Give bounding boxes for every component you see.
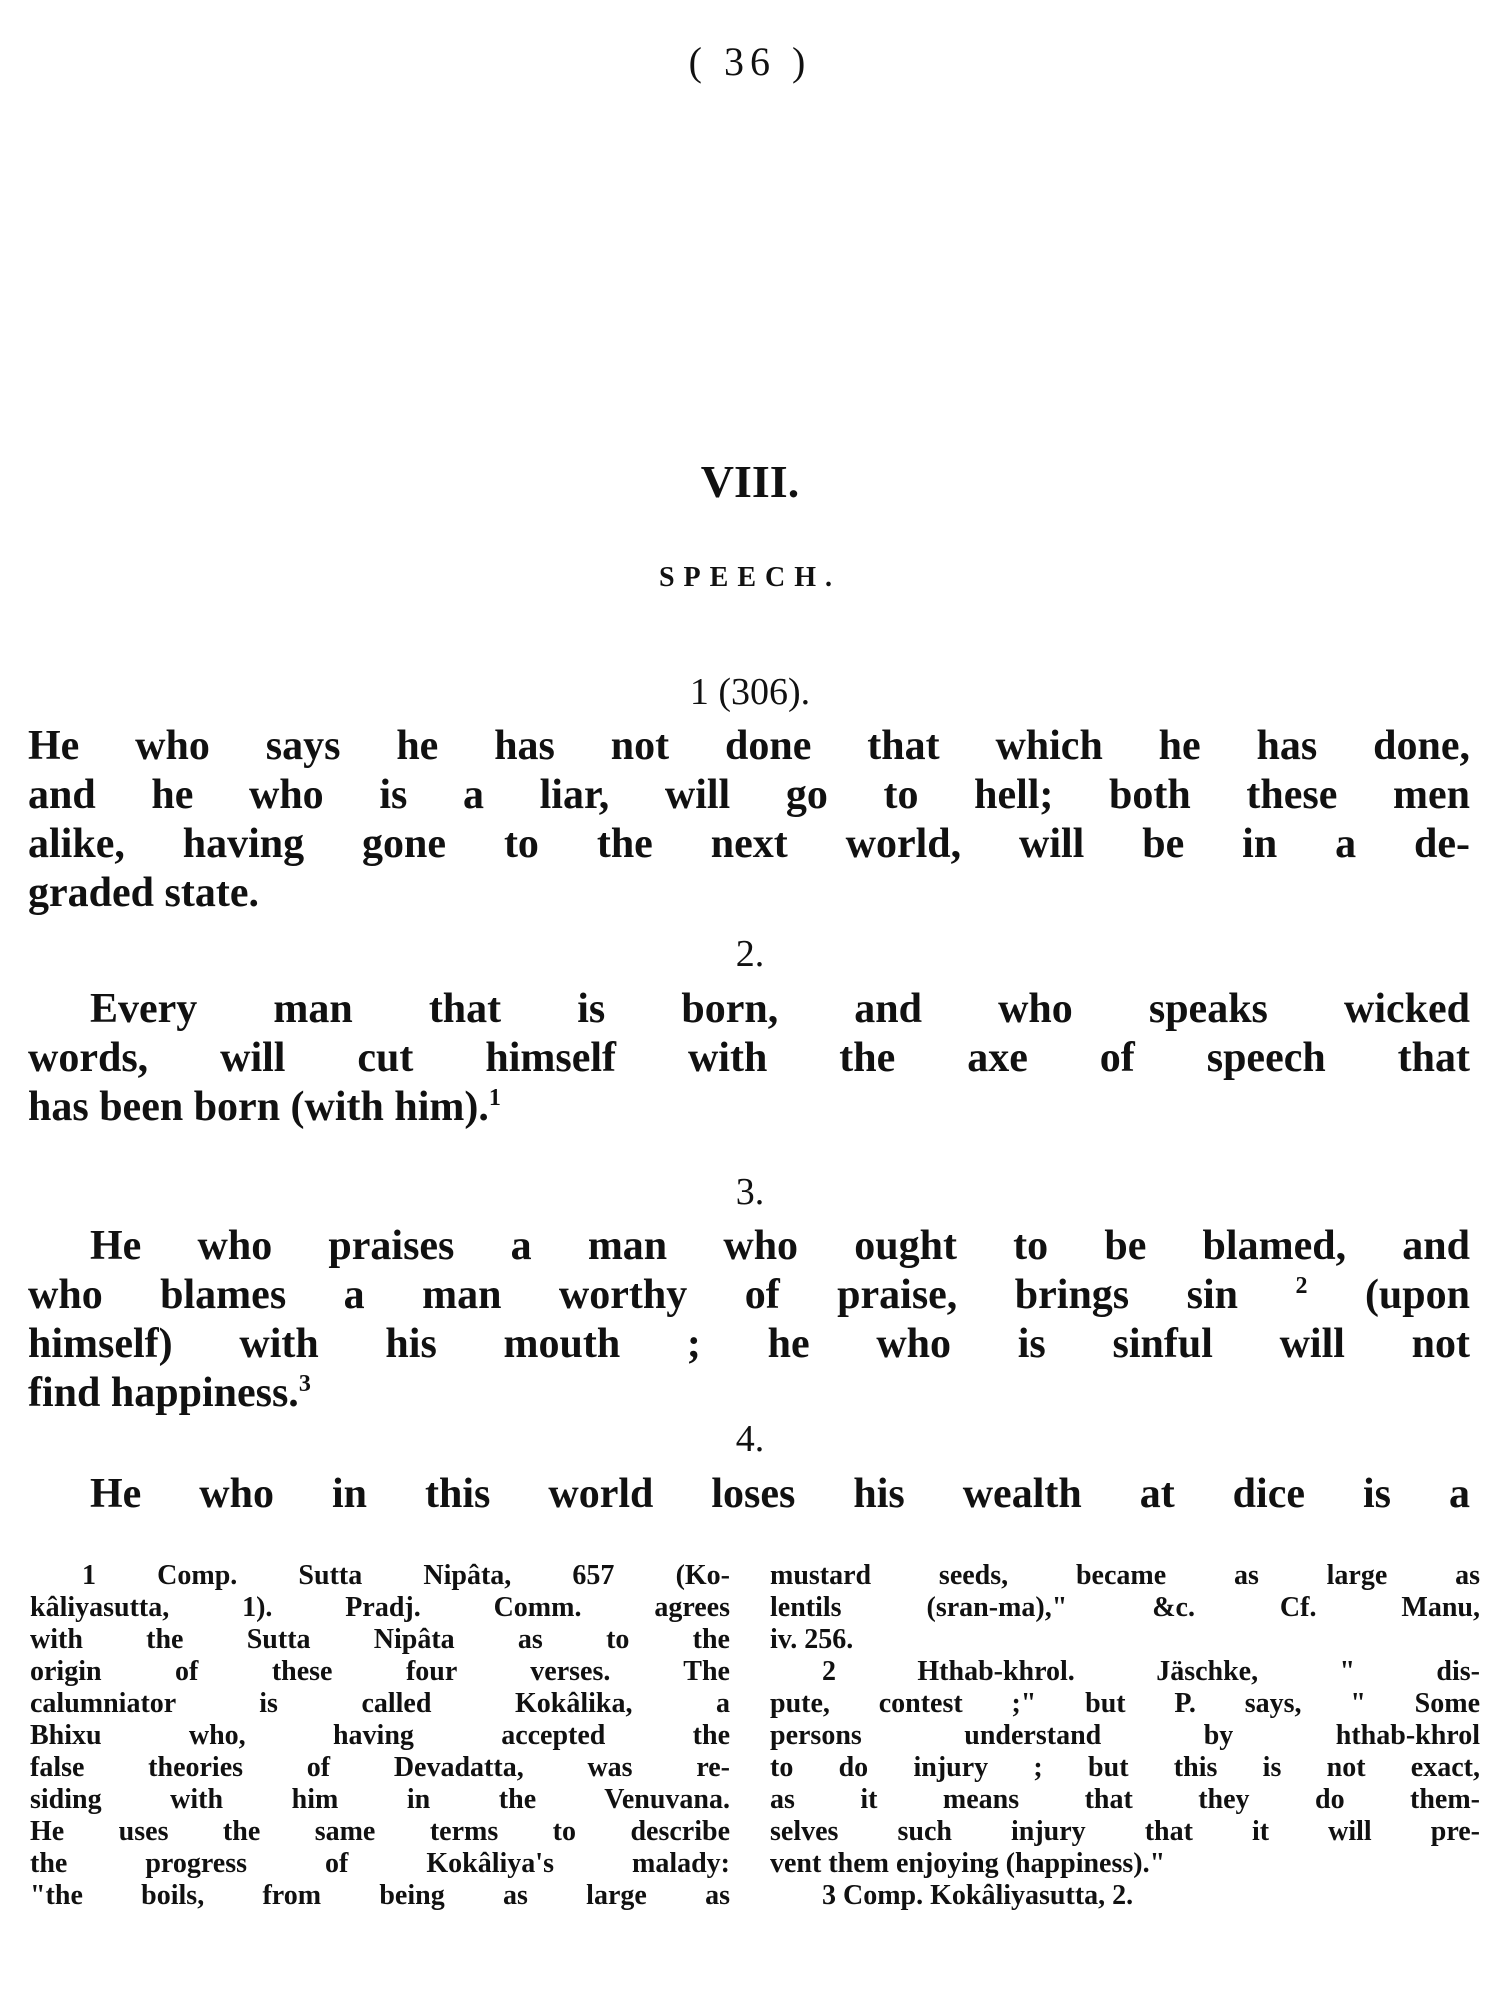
footnote-ref: 1 xyxy=(488,1085,501,1111)
verse-line: He who praises a man who ought to be blamed, and xyxy=(90,1223,1470,1269)
footnote-line: lentils (sran-ma)," &c. Cf. Manu, xyxy=(770,1592,1480,1623)
verse-line: words, will cut himself with the axe of speech that xyxy=(28,1035,1470,1081)
footnote-line: Bhixu who, having accepted the xyxy=(30,1720,730,1751)
verse-line: alike, having gone to the next world, will be in a de- xyxy=(28,821,1470,867)
chapter-number: VIII. xyxy=(700,456,800,507)
verse-text: has been born (with him). xyxy=(28,1084,489,1130)
footnote-line: false theories of Devadatta, was re- xyxy=(30,1752,730,1783)
verse-2 xyxy=(28,985,1470,1132)
footnote-line: kâliyasutta, 1). Pradj. Comm. agrees xyxy=(30,1592,730,1623)
verse-label: 1 (306). xyxy=(689,671,811,713)
verse-text: (upon xyxy=(1364,1272,1470,1318)
footnote-line: He uses the same terms to describe xyxy=(30,1816,730,1847)
verse-line: He who says he has not done that which he has done, xyxy=(28,723,1470,769)
footnote-line: "the boils, from being as large as xyxy=(30,1880,730,1911)
footnote-line: siding with him in the Venuvana. xyxy=(30,1784,730,1815)
chapter-title: SPEECH. xyxy=(658,562,842,593)
verse-line xyxy=(28,1083,1470,1132)
footnote-line: as it means that they do them- xyxy=(770,1784,1480,1815)
verse-label: 2. xyxy=(735,933,765,975)
footnote-ref: 2 xyxy=(1295,1273,1308,1299)
verse-1 xyxy=(28,722,1470,918)
footnote-ref: 3 xyxy=(298,1371,311,1397)
verse-line xyxy=(28,1271,1470,1320)
verse-label: 4. xyxy=(735,1418,765,1460)
footnote-line: 3 Comp. Kokâliyasutta, 2. xyxy=(822,1880,1134,1911)
footnote-line: 1 Comp. Sutta Nipâta, 657 (Ko- xyxy=(82,1560,730,1591)
verse-line xyxy=(28,1369,1470,1418)
verse-label: 3. xyxy=(735,1171,765,1213)
footnote-line: to do injury ; but this is not exact, xyxy=(770,1752,1480,1783)
footnote-line: persons understand by hthab-khrol xyxy=(770,1720,1480,1751)
verse-text: who blames a man worthy of praise, brings sin xyxy=(28,1272,1238,1318)
footnote-line: origin of these four verses. The xyxy=(30,1656,730,1687)
footnote-line: 2 Hthab-khrol. Jäschke, " dis- xyxy=(822,1656,1480,1687)
footnote-line: the progress of Kokâliya's malady: xyxy=(30,1848,730,1879)
verse-4 xyxy=(28,1470,1470,1519)
footnote-line: with the Sutta Nipâta as to the xyxy=(30,1624,730,1655)
verse-3 xyxy=(28,1222,1470,1418)
page-number: ( 36 ) xyxy=(688,39,812,84)
verse-line: Every man that is born, and who speaks wicked xyxy=(90,986,1470,1032)
verse-line: He who in this world loses his wealth at dice is a xyxy=(90,1471,1470,1517)
verse-text: find happiness. xyxy=(28,1370,299,1416)
footnote-line: selves such injury that it will pre- xyxy=(770,1816,1480,1847)
verse-line: graded state. xyxy=(28,870,259,916)
footnotes-left-column xyxy=(30,1560,730,1912)
footnotes-right-column xyxy=(770,1560,1480,1912)
verse-line: and he who is a liar, will go to hell; both these men xyxy=(28,772,1470,818)
footnote-line: iv. 256. xyxy=(770,1624,854,1655)
footnote-line: vent them enjoying (happiness)." xyxy=(770,1848,1166,1879)
footnote-line: mustard seeds, became as large as xyxy=(770,1560,1480,1591)
footnote-line: calumniator is called Kokâlika, a xyxy=(30,1688,730,1719)
footnote-line: pute, contest ;" but P. says, " Some xyxy=(770,1688,1480,1719)
verse-line: himself) with his mouth ; he who is sinful will not xyxy=(28,1321,1470,1367)
